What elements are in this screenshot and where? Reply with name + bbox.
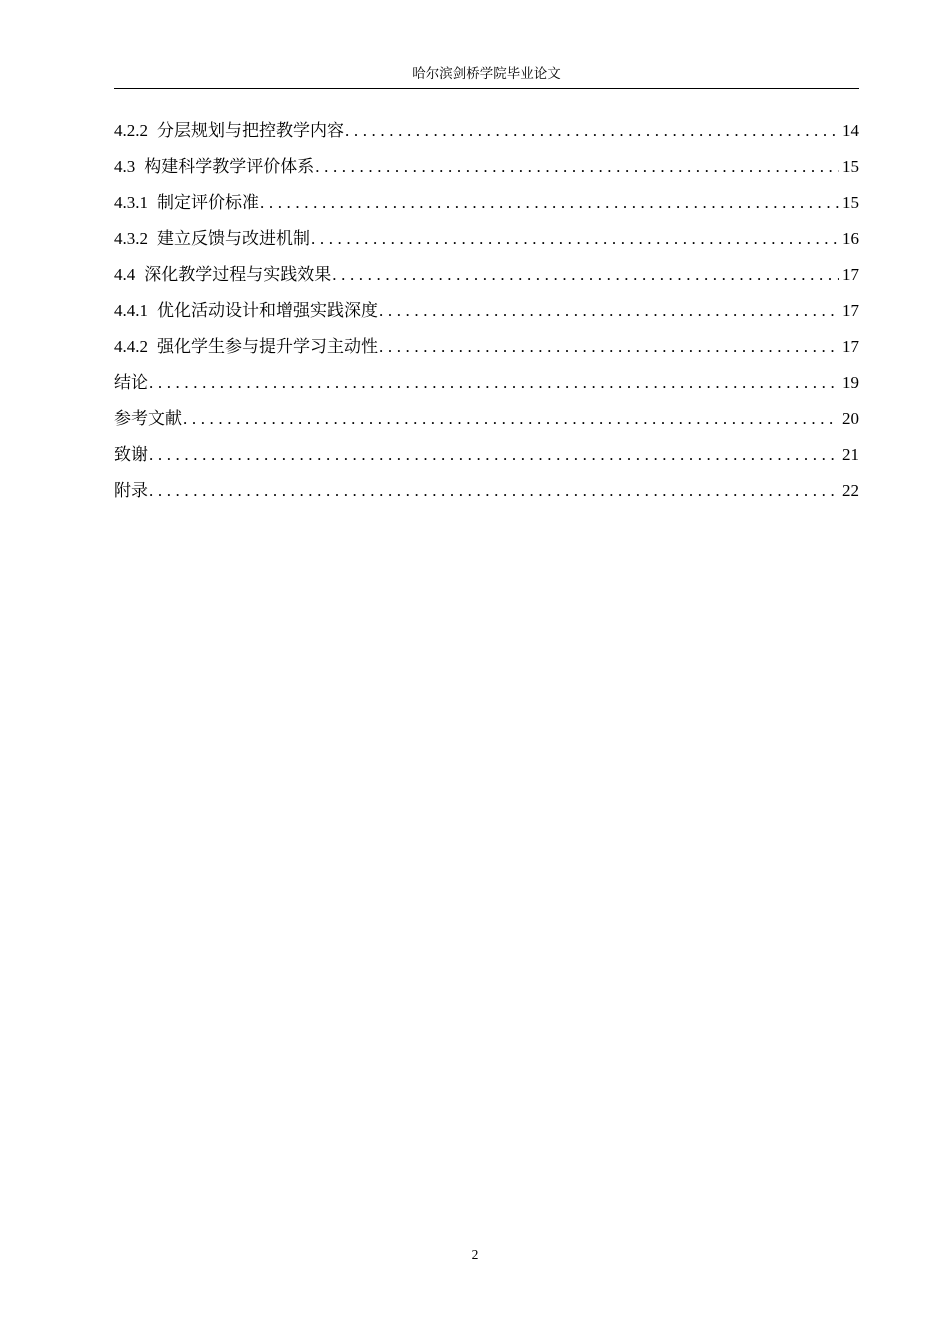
- toc-entry-number: 4.4.2: [114, 337, 148, 356]
- toc-dot-leader: [149, 441, 839, 469]
- toc-entry-number: 4.2.2: [114, 121, 148, 140]
- toc-entry-number: 4.4.1: [114, 301, 148, 320]
- toc-dot-leader: [345, 117, 839, 145]
- toc-entry-page: 14: [842, 121, 859, 140]
- toc-entry-number: 4.3: [114, 157, 136, 176]
- toc-entry[interactable]: [114, 369, 859, 405]
- toc-entry-title: 致谢: [114, 445, 148, 464]
- toc-entry-page: 21: [842, 445, 859, 464]
- page-header: [114, 60, 859, 89]
- toc-entry[interactable]: [114, 333, 859, 369]
- toc-entry[interactable]: [114, 153, 859, 189]
- toc-entry-page: 16: [842, 229, 859, 248]
- toc-entry[interactable]: [114, 441, 859, 477]
- toc-entry-title: 优化活动设计和增强实践深度: [157, 301, 378, 320]
- toc-entry-page: 22: [842, 481, 859, 500]
- toc-entry[interactable]: [114, 225, 859, 261]
- toc-entry-page: 20: [842, 409, 859, 428]
- toc-dot-leader: [332, 261, 839, 289]
- toc-entry-page: 17: [842, 265, 859, 284]
- toc-entry-number: 4.4: [114, 265, 136, 284]
- toc-entry-title: 附录: [114, 481, 148, 500]
- toc-entry[interactable]: [114, 297, 859, 333]
- page-number: 2: [471, 1247, 479, 1262]
- toc-entry-number: 4.3.1: [114, 193, 148, 212]
- toc-dot-leader: [311, 225, 839, 253]
- toc-entry[interactable]: [114, 261, 859, 297]
- toc-entry-title: 建立反馈与改进机制: [157, 229, 310, 248]
- toc-entry-title: 深化教学过程与实践效果: [144, 265, 332, 284]
- toc-entry-title: 强化学生参与提升学习主动性: [157, 337, 378, 356]
- header-title: 哈尔滨剑桥学院毕业论文: [412, 66, 561, 81]
- toc-entry[interactable]: [114, 189, 859, 225]
- toc-entry[interactable]: [114, 405, 859, 441]
- toc-dot-leader: [379, 333, 839, 361]
- table-of-contents: [114, 117, 859, 513]
- toc-entry-title: 分层规划与把控教学内容: [157, 121, 344, 140]
- toc-entry[interactable]: [114, 477, 859, 513]
- toc-dot-leader: [315, 153, 839, 181]
- toc-dot-leader: [183, 405, 839, 433]
- toc-dot-leader: [260, 189, 839, 217]
- toc-entry[interactable]: [114, 117, 859, 153]
- toc-entry-title: 制定评价标准: [157, 193, 259, 212]
- toc-entry-page: 17: [842, 301, 859, 320]
- toc-entry-number: 4.3.2: [114, 229, 148, 248]
- toc-entry-title: 结论: [114, 373, 148, 392]
- toc-dot-leader: [149, 477, 839, 505]
- toc-dot-leader: [149, 369, 839, 397]
- toc-entry-title: 构建科学教学评价体系: [144, 157, 315, 176]
- toc-entry-title: 参考文献: [114, 409, 182, 428]
- toc-entry-page: 19: [842, 373, 859, 392]
- toc-dot-leader: [379, 297, 839, 325]
- toc-entry-page: 15: [842, 193, 859, 212]
- toc-entry-page: 17: [842, 337, 859, 356]
- toc-entry-page: 15: [842, 157, 859, 176]
